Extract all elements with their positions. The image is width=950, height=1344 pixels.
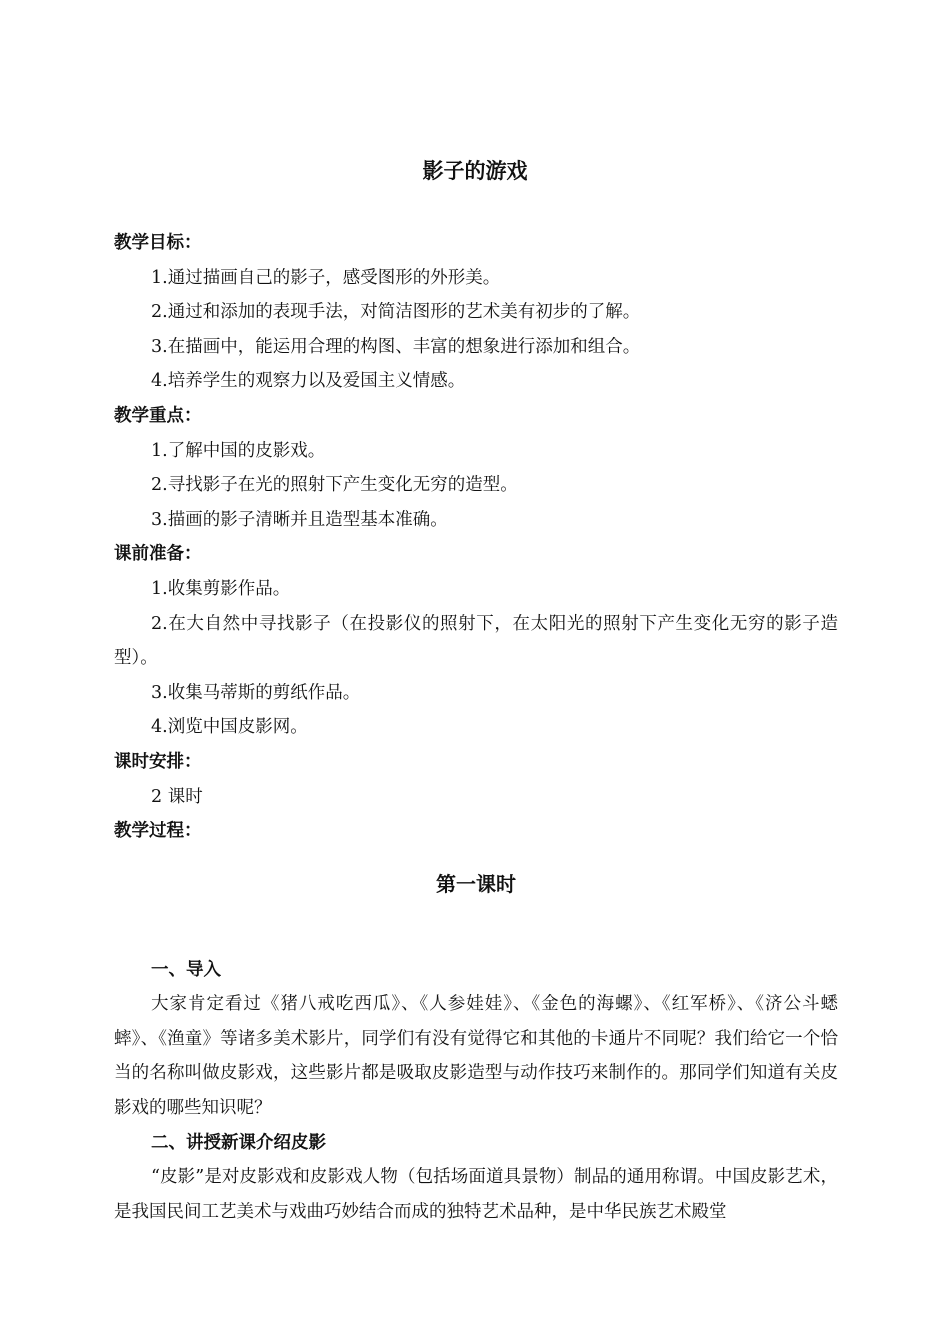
key-point-item: 1.了解中国的皮影戏。	[151, 440, 326, 461]
preparation-heading: 课前准备：	[114, 544, 202, 565]
section-title: 一、导入	[151, 959, 221, 980]
process-heading: 教学过程：	[114, 821, 202, 842]
preparation-item: 4.浏览中国皮影网。	[151, 717, 308, 738]
schedule-heading: 课时安排：	[114, 751, 202, 772]
document-body	[114, 226, 838, 1229]
section-title: 二、讲授新课介绍皮影	[151, 1132, 326, 1153]
objective-item: 1.通过描画自己的影子，感受图形的外形美。	[151, 267, 501, 288]
preparation-item: 3.收集马蒂斯的剪纸作品。	[151, 682, 361, 703]
spacer	[114, 919, 838, 953]
key-points-heading: 教学重点：	[114, 405, 202, 426]
objectives-heading: 教学目标：	[114, 233, 202, 253]
key-point-item: 3.描画的影子清晰并且造型基本准确。	[151, 509, 448, 530]
lesson-title: 第一课时	[436, 871, 516, 896]
key-point-item: 2.寻找影子在光的照射下产生变化无穷的造型。	[151, 475, 518, 496]
objective-item: 4.培养学生的观察力以及爱国主义情感。	[151, 371, 466, 392]
preparation-item: 2.在大自然中寻找影子（在投影仪的照射下，在太阳光的照射下产生变化无穷的影子造型）。	[114, 613, 838, 669]
schedule-value: 2 课时	[151, 786, 203, 807]
objective-item: 2.通过和添加的表现手法，对简洁图形的艺术美有初步的了解。	[151, 302, 641, 323]
objective-item: 3.在描画中，能运用合理的构图、丰富的想象进行添加和组合。	[151, 336, 641, 357]
document-title: 影子的游戏	[422, 158, 528, 183]
preparation-item: 1.收集剪影作品。	[151, 578, 291, 599]
section-paragraph: 大家肯定看过《猪八戒吃西瓜》、《人参娃娃》、《金色的海螺》、《红军桥》、《济公斗蟋蟀》、《渔童》等诸多美术影片，同学们有没有觉得它和其他的卡通片不同呢？我们给它一个恰当的名称叫做皮影戏，这些影片都是吸取皮影造型与动作技巧来制作的。那同学们知道有关皮影戏的哪些知识呢？	[114, 994, 838, 1119]
section-paragraph: “皮影”是对皮影戏和皮影戏人物（包括场面道具景物）制品的通用称谓。中国皮影艺术，是我国民间工艺美术与戏曲巧妙结合而成的独特艺术品种，是中华民族艺术殿堂	[114, 1167, 838, 1222]
